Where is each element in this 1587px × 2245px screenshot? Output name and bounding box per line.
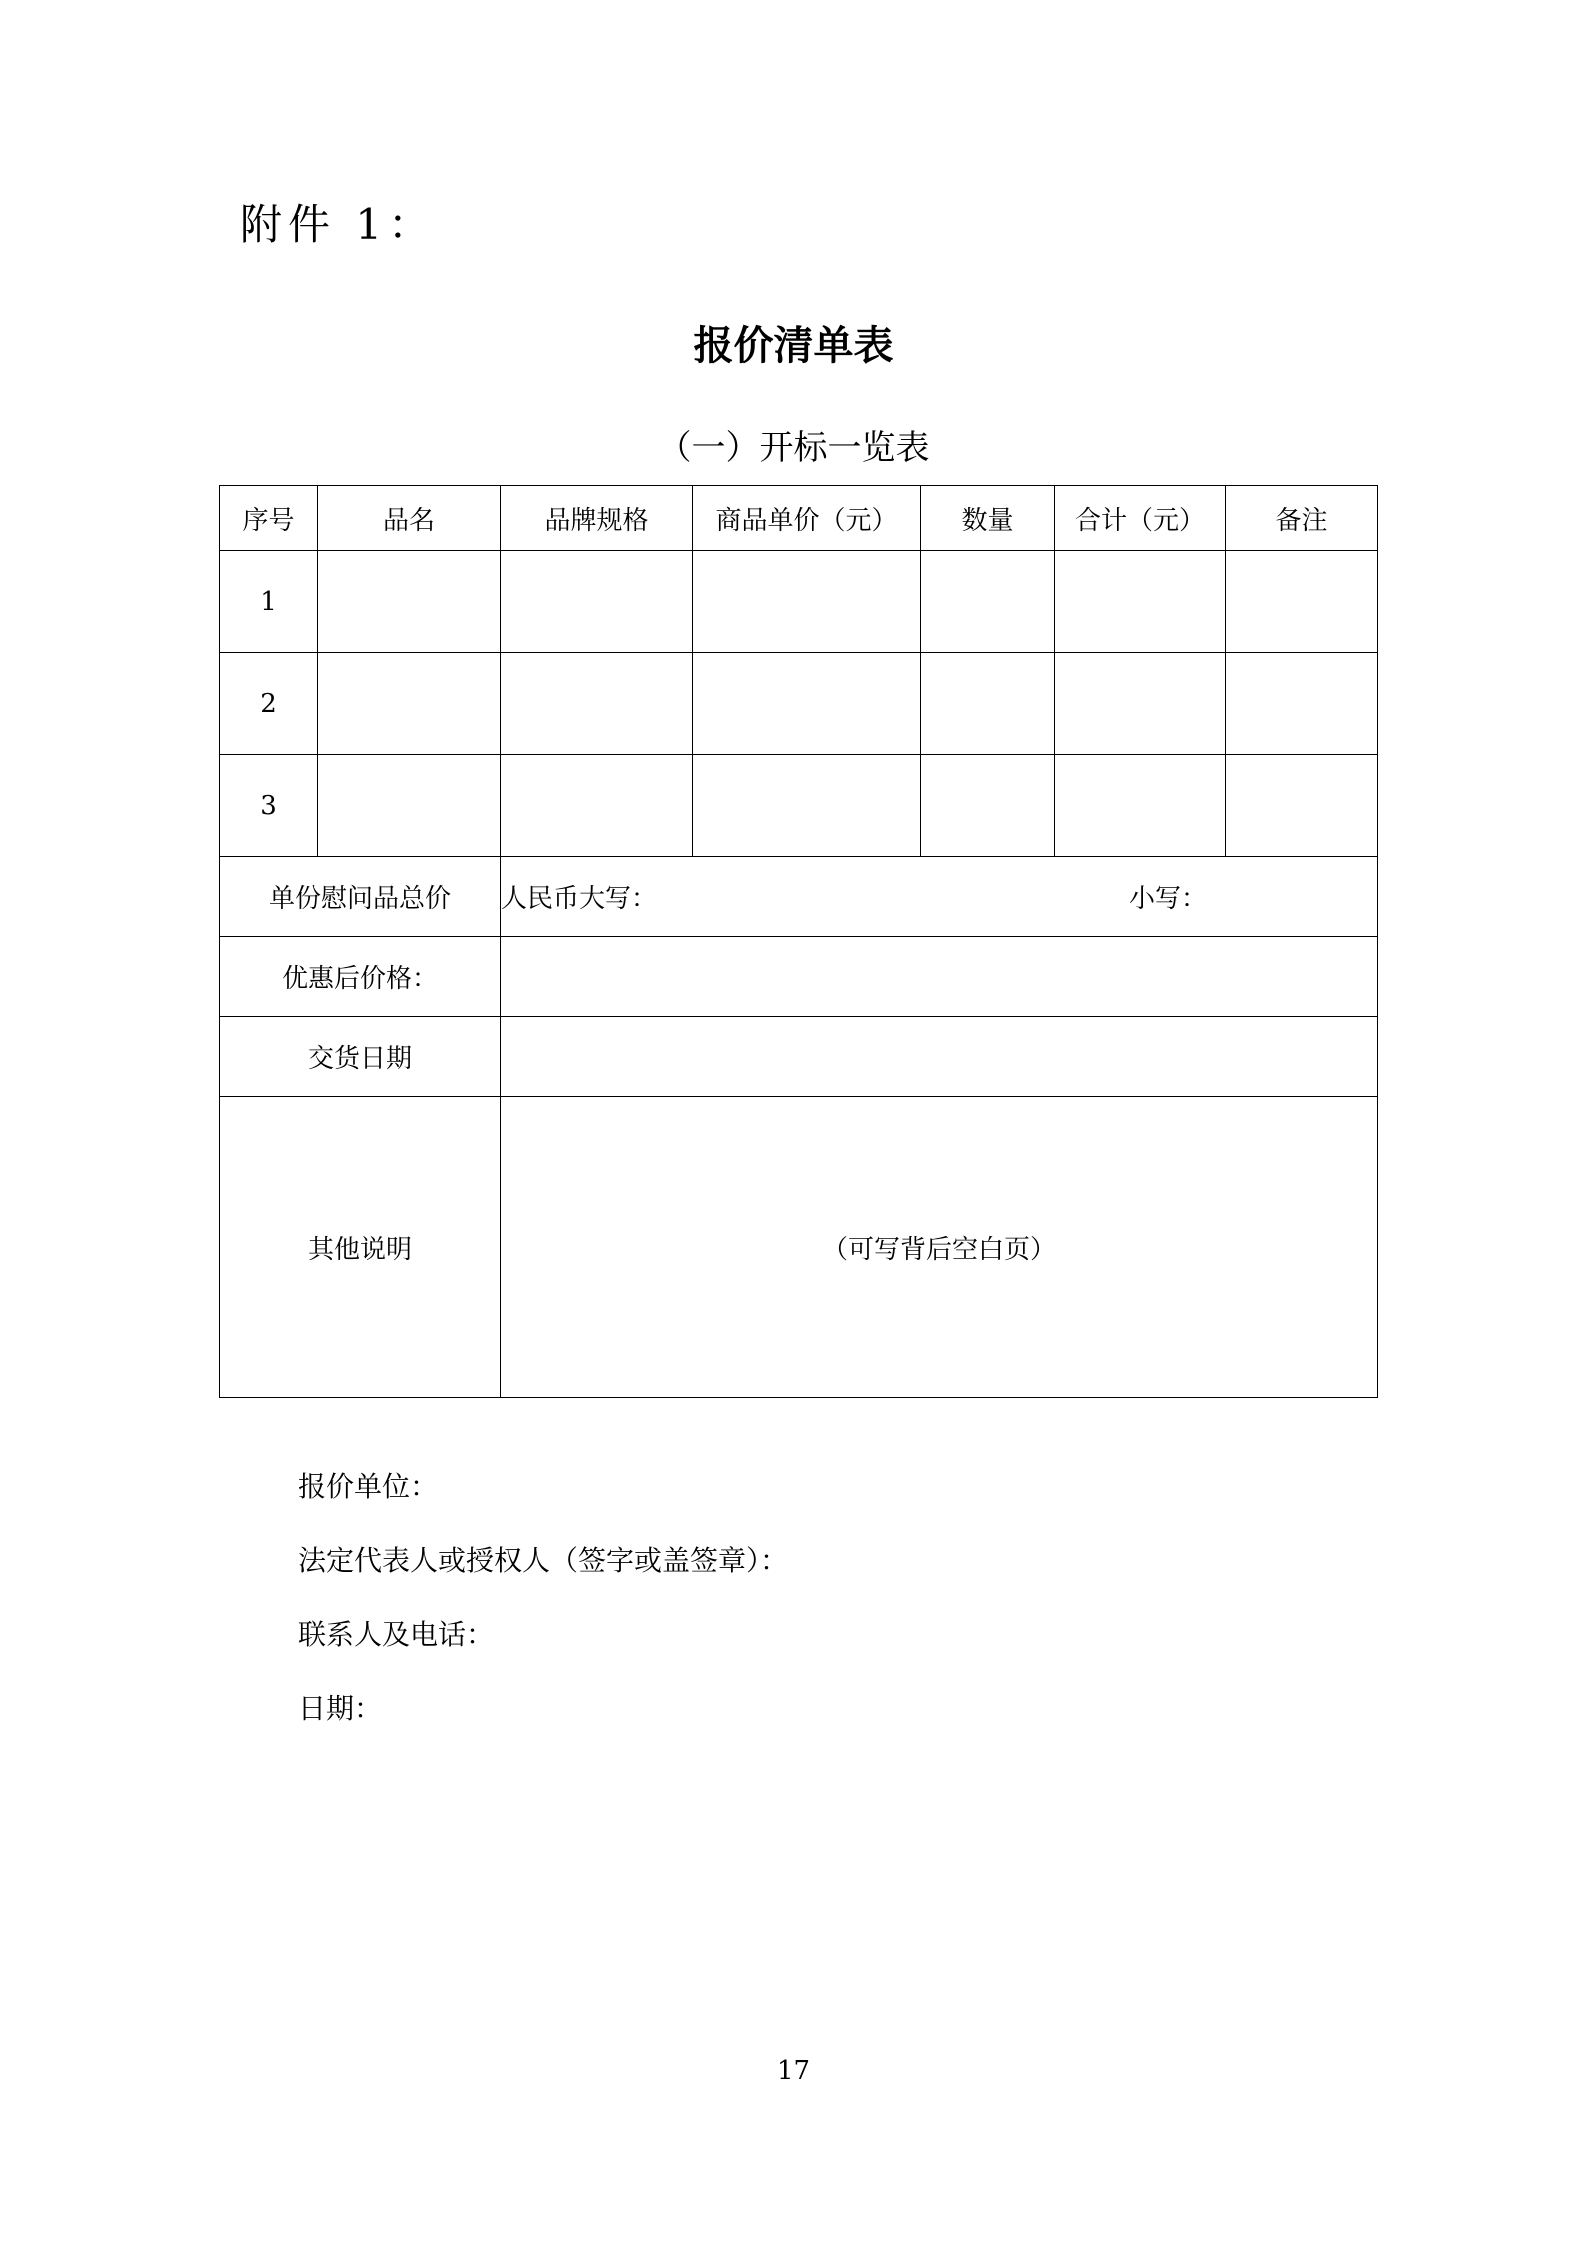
amount-in-words-label: 人民币大写：: [501, 884, 658, 914]
discount-price-field[interactable]: [501, 937, 1378, 1017]
subtotal-cell[interactable]: [1055, 653, 1226, 755]
delivery-date-field[interactable]: [501, 1017, 1378, 1097]
product-name-cell[interactable]: [318, 653, 501, 755]
notes-row: [220, 1097, 1378, 1398]
representative-signature-field[interactable]: 法定代表人或授权人（签字或盖签章）：: [298, 1544, 789, 1577]
delivery-date-label: 交货日期: [220, 1017, 501, 1097]
subtotal-cell[interactable]: [1055, 755, 1226, 857]
remarks-cell[interactable]: [1226, 653, 1378, 755]
date-field[interactable]: 日期：: [298, 1692, 383, 1725]
total-price-label: 单份慰问品总价: [220, 857, 501, 937]
table-header-row: [220, 486, 1378, 551]
header-product-name: 品名: [318, 486, 501, 551]
page-number: 17: [776, 2056, 811, 2086]
amount-in-figures-label: 小写：: [1128, 884, 1207, 914]
header-serial: 序号: [220, 486, 318, 551]
row-serial: 1: [220, 551, 318, 653]
header-unit-price: 商品单价（元）: [693, 486, 921, 551]
contact-phone-field[interactable]: 联系人及电话：: [298, 1618, 495, 1651]
quantity-cell[interactable]: [921, 755, 1055, 857]
table-row: [220, 653, 1378, 755]
attachment-label: 附件 1：: [240, 200, 437, 249]
discount-price-row: [220, 937, 1378, 1017]
header-subtotal: 合计（元）: [1055, 486, 1226, 551]
total-price-row: [220, 857, 1378, 937]
header-remarks: 备注: [1226, 486, 1378, 551]
brand-spec-cell[interactable]: [501, 551, 693, 653]
signature-block: [298, 1462, 788, 1758]
table-row: [220, 755, 1378, 857]
notes-label: 其他说明: [220, 1097, 501, 1398]
unit-price-cell[interactable]: [693, 551, 921, 653]
remarks-cell[interactable]: [1226, 551, 1378, 653]
discount-price-label: 优惠后价格：: [220, 937, 501, 1017]
product-name-cell[interactable]: [318, 551, 501, 653]
remarks-cell[interactable]: [1226, 755, 1378, 857]
product-name-cell[interactable]: [318, 755, 501, 857]
header-brand-spec: 品牌规格: [501, 486, 693, 551]
brand-spec-cell[interactable]: [501, 755, 693, 857]
notes-field[interactable]: [501, 1097, 1378, 1398]
quotation-table: [219, 485, 1378, 1398]
unit-price-cell[interactable]: [693, 755, 921, 857]
quantity-cell[interactable]: [921, 653, 1055, 755]
row-serial: 3: [220, 755, 318, 857]
row-serial: 2: [220, 653, 318, 755]
header-quantity: 数量: [921, 486, 1055, 551]
notes-hint: （可写背后空白页）: [821, 1234, 1056, 1265]
unit-price-cell[interactable]: [693, 653, 921, 755]
bidder-field[interactable]: 报价单位：: [298, 1470, 439, 1503]
section-title: （一）开标一览表: [657, 428, 930, 468]
table-row: [220, 551, 1378, 653]
document-title: 报价清单表: [693, 323, 894, 369]
total-price-field[interactable]: [501, 857, 1378, 937]
quantity-cell[interactable]: [921, 551, 1055, 653]
brand-spec-cell[interactable]: [501, 653, 693, 755]
subtotal-cell[interactable]: [1055, 551, 1226, 653]
delivery-date-row: [220, 1017, 1378, 1097]
